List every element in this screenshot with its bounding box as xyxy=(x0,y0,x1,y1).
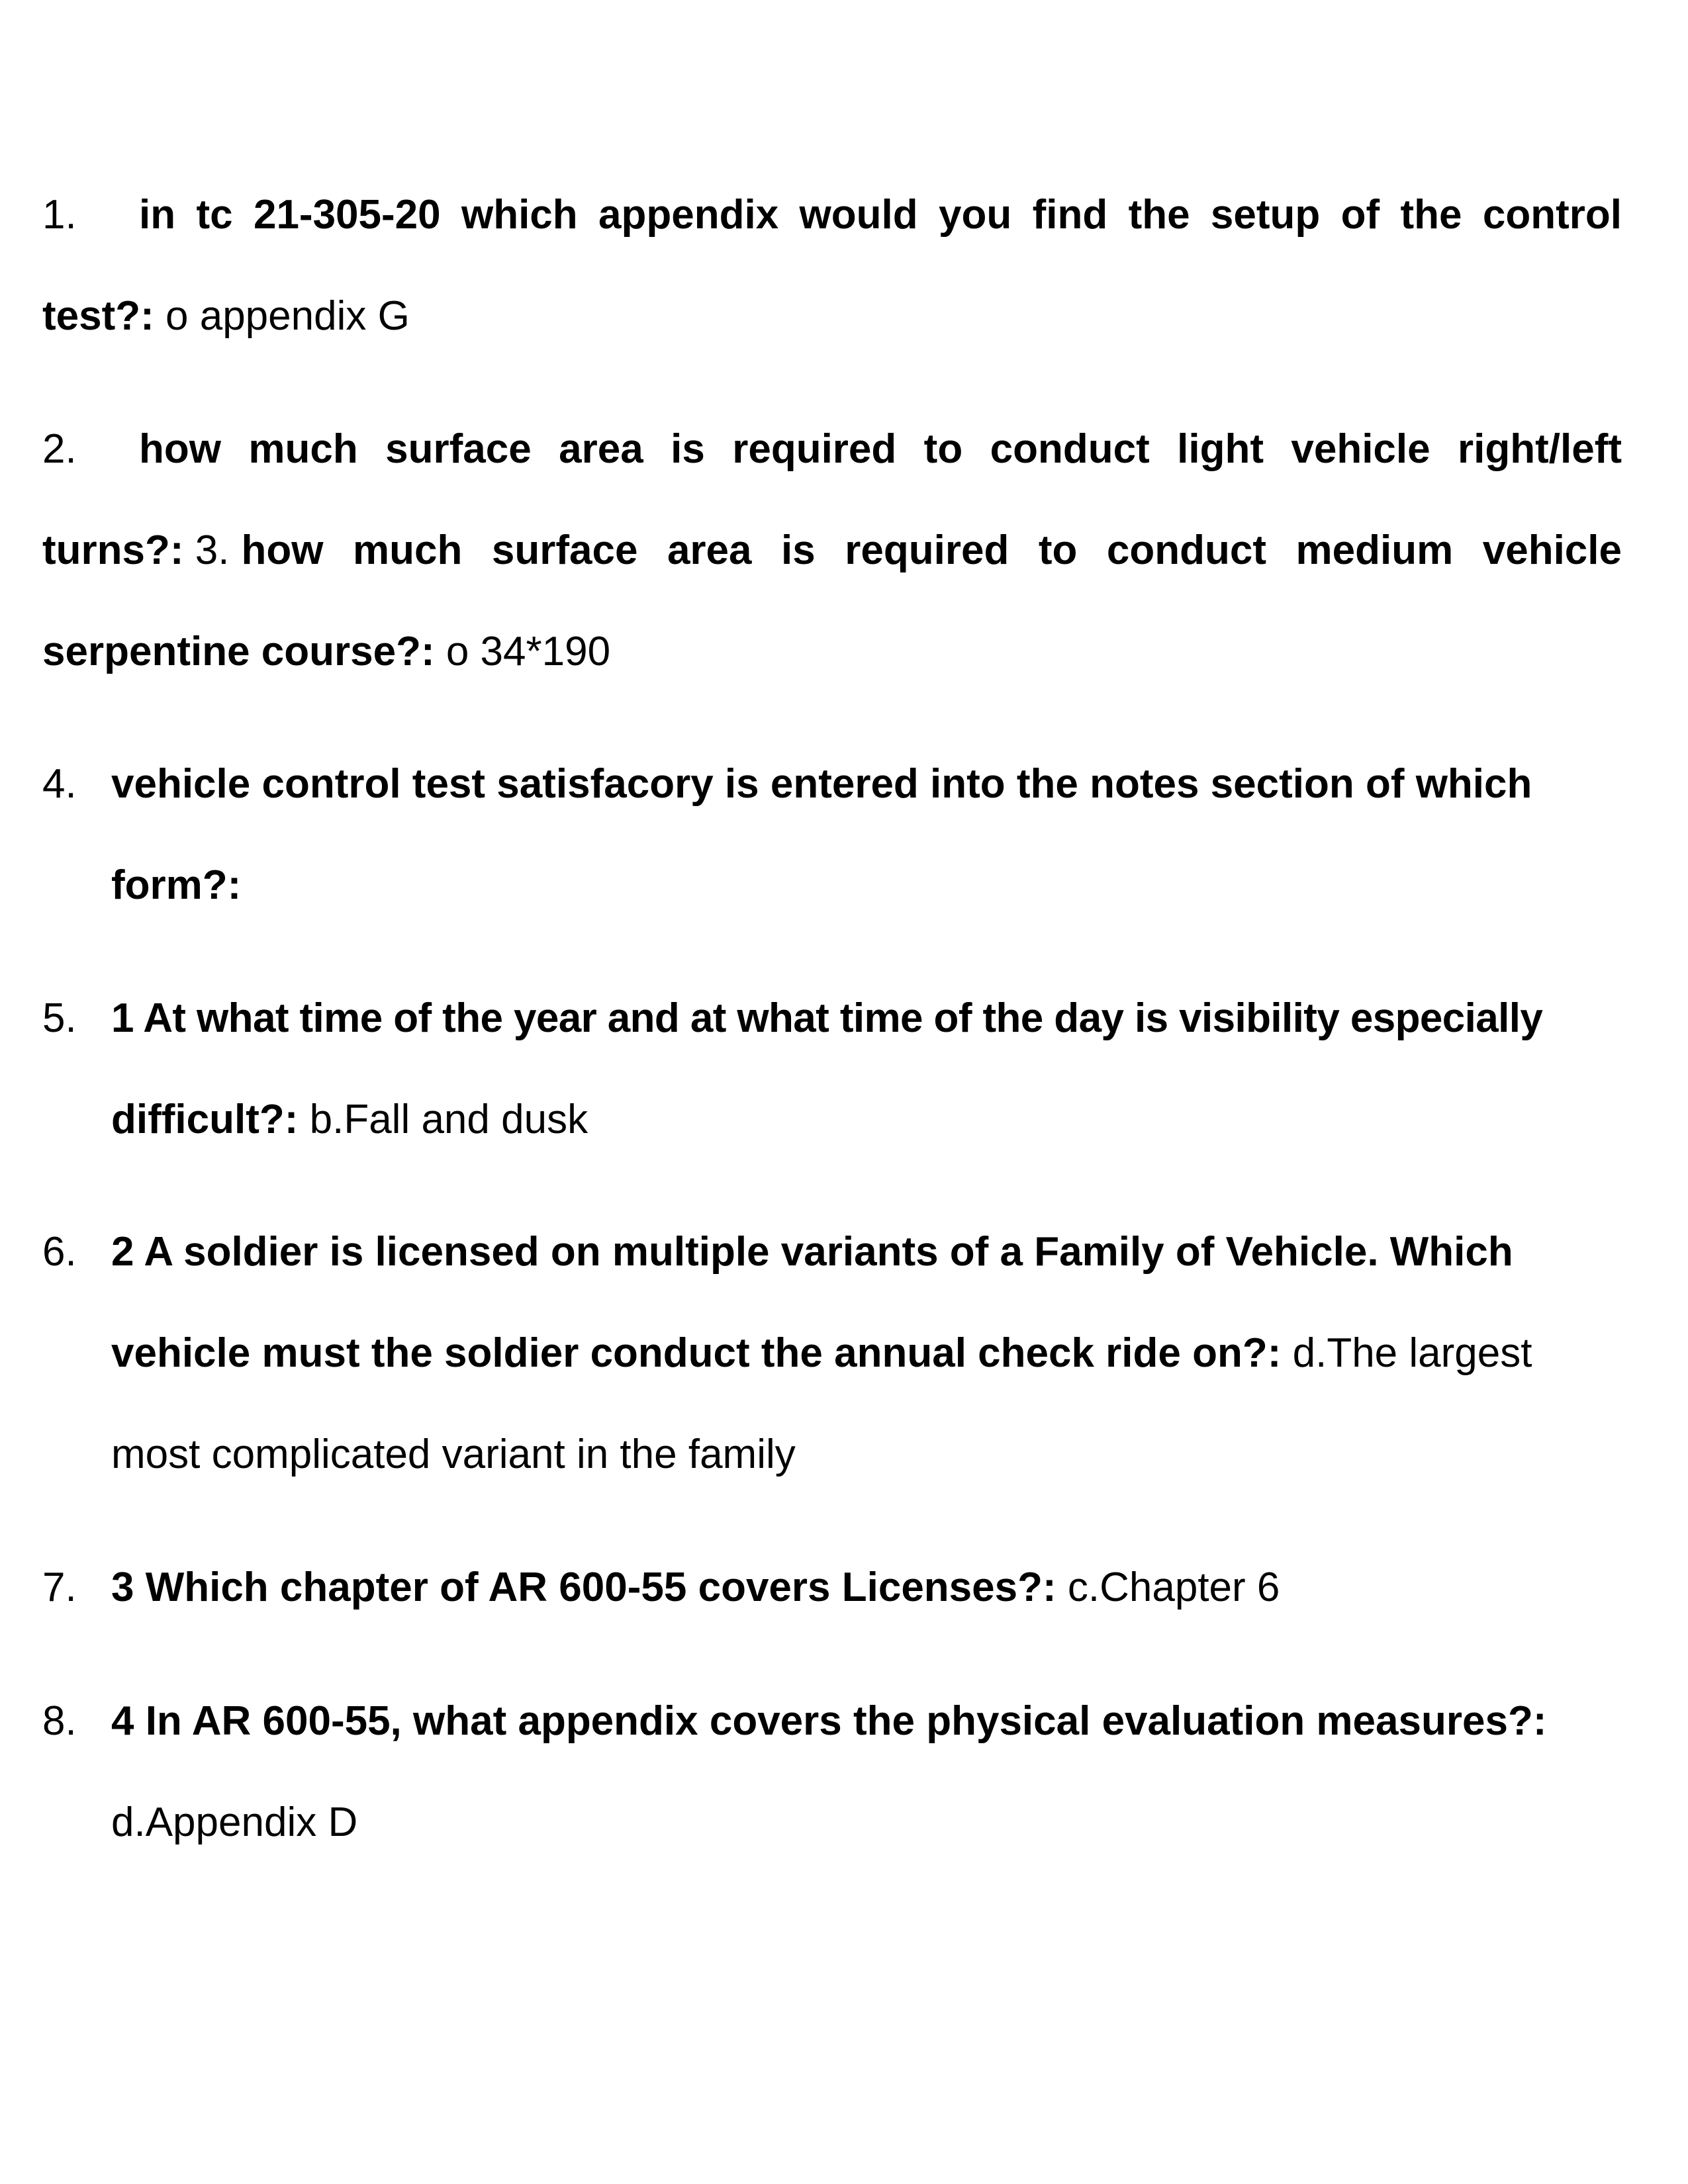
item-number: 4. xyxy=(42,761,77,807)
question-text: how much surface area is required to conduct medium vehicle xyxy=(241,527,1622,573)
question-text: serpentine course?: xyxy=(42,629,435,674)
question-continuation xyxy=(42,629,610,675)
item-number: 1. xyxy=(42,192,77,238)
question-text: how much surface area is required to conduct light vehicle right/left xyxy=(139,426,1622,472)
question-continuation xyxy=(111,1330,1532,1377)
question-text: 2 A soldier is licensed on multiple variants of a Family of Vehicle. Which xyxy=(111,1229,1513,1275)
question-text: in tc 21-305-20 which appendix would you find the setup of the control xyxy=(139,192,1622,238)
question-text: 1 At what time of the year and at what time of the day is visibility especially xyxy=(111,995,1543,1041)
inline-item-number: 3. xyxy=(195,527,230,573)
question-text: 4 In AR 600-55, what appendix covers the physical evaluation measures?: xyxy=(111,1698,1547,1744)
question-text: difficult?: xyxy=(111,1097,299,1142)
item-number: 5. xyxy=(42,995,77,1041)
question-text: turns?: xyxy=(42,527,184,573)
answer-text: d.Appendix D xyxy=(111,1799,358,1845)
answer-text: o appendix G xyxy=(165,293,410,339)
answer-text: b.Fall and dusk xyxy=(309,1097,588,1142)
question-text: vehicle control test satisfacory is entered into the notes section of which xyxy=(111,761,1532,807)
item-number: 7. xyxy=(42,1565,77,1610)
item-number: 6. xyxy=(42,1229,77,1275)
answer-text: c.Chapter 6 xyxy=(1067,1565,1280,1610)
answer-text: most complicated variant in the family xyxy=(111,1432,796,1477)
answer-text: d.The largest xyxy=(1292,1330,1532,1376)
question-continuation xyxy=(42,527,1622,574)
question-segment xyxy=(42,527,229,574)
question-text: 3 Which chapter of AR 600-55 covers Licenses?: xyxy=(111,1565,1056,1610)
question-text: vehicle must the soldier conduct the annual check ride on?: xyxy=(111,1330,1282,1376)
question-text: form?: xyxy=(111,862,242,908)
item-number: 8. xyxy=(42,1698,77,1744)
answer-text: o 34*190 xyxy=(445,629,611,674)
question-continuation xyxy=(111,1097,588,1143)
item-number: 2. xyxy=(42,426,77,472)
question-text: test?: xyxy=(42,293,154,339)
question-continuation xyxy=(42,293,410,340)
question-line xyxy=(111,1565,1280,1611)
